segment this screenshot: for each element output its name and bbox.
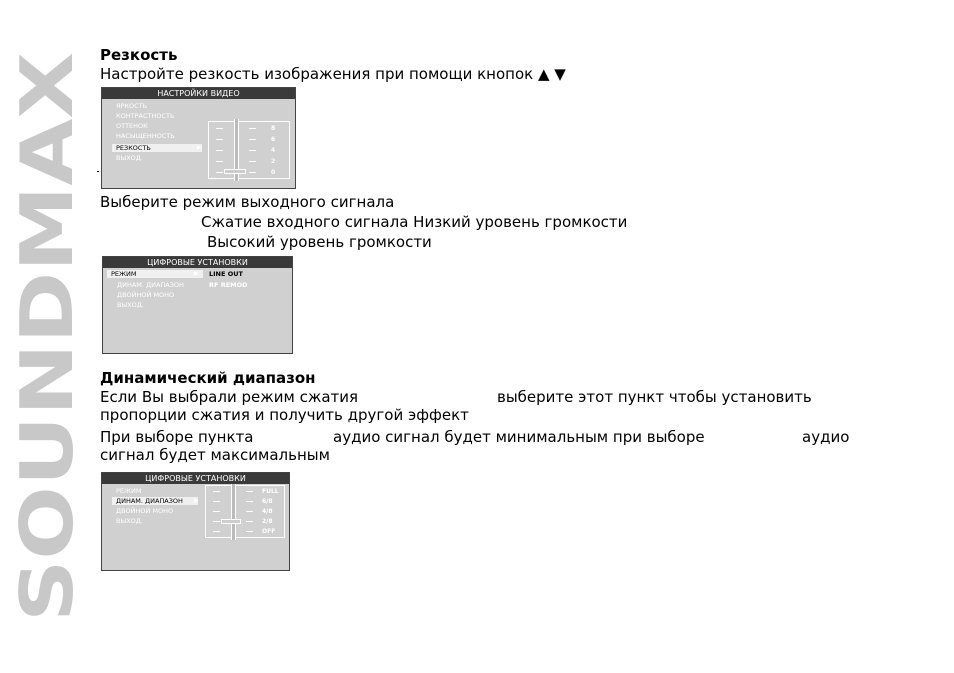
dynamic-range-slider[interactable]: [205, 485, 285, 538]
dynamic-line-2: пропорции сжатия и получить другой эффект: [100, 406, 469, 424]
dynamic-line-3b: аудио сигнал будет минимальным при выборе: [333, 428, 705, 446]
digital-settings-title: ЦИФРОВЫЕ УСТАНОВКИ: [103, 257, 292, 268]
dynamic-line-3a: При выборе пункта: [100, 428, 254, 446]
menu-item-hue[interactable]: ОТТЕНОК: [116, 122, 148, 130]
menu-item-dynamic-range[interactable]: ДИНАМ. ДИАПАЗОН: [117, 281, 184, 289]
output-line-1: Выберите режим выходного сигнала: [100, 193, 395, 211]
scale-label: 8: [271, 125, 276, 132]
brand-logo-text: SOUNDMAX: [5, 147, 89, 622]
option-line-out[interactable]: LINE OUT: [209, 270, 243, 278]
digital-settings-menu-dynamic: [101, 472, 290, 571]
menu-item-dynamic-range[interactable]: ДИНАМ. ДИАПАЗОН: [112, 497, 198, 505]
digital-settings-menu-mode: [102, 256, 293, 354]
menu-item-exit[interactable]: ВЫХОД.: [116, 154, 143, 162]
dynamic-line-1b: выберите этот пункт чтобы установить: [497, 388, 812, 406]
soundmax-logo: [5, 52, 89, 622]
video-settings-title: НАСТРОЙКИ ВИДЕО: [102, 88, 295, 99]
sharpness-text: Настройте резкость изображения при помощи кнопок ▲ ▼: [100, 65, 566, 83]
menu-item-brightness[interactable]: ЯРКОСТЬ: [116, 102, 148, 110]
stray-mark: [97, 171, 99, 172]
menu-item-exit[interactable]: ВЫХОД.: [116, 517, 143, 525]
selected-arrow-icon: ▶: [197, 144, 202, 151]
menu-item-saturation[interactable]: НАСЫЩЕННОСТЬ: [116, 132, 175, 140]
scale-label: 4/8: [262, 508, 273, 515]
sharpness-slider[interactable]: [208, 121, 290, 179]
scale-label: 2: [271, 158, 276, 165]
scale-label: 4: [271, 147, 276, 154]
menu-item-sharpness[interactable]: РЕЗКОСТЬ: [112, 144, 202, 152]
dynamic-line-4: сигнал будет максимальным: [100, 446, 330, 464]
selected-arrow-icon: ▶: [194, 270, 199, 277]
slider-knob[interactable]: [221, 519, 241, 524]
menu-item-mode[interactable]: РЕЖИМ: [107, 270, 203, 278]
sharpness-heading: Резкость: [100, 46, 178, 64]
video-settings-menu: [101, 87, 296, 189]
scale-label: FULL: [262, 488, 279, 495]
scale-label: 0: [271, 169, 276, 176]
scale-label: 6: [271, 136, 276, 143]
menu-item-exit[interactable]: ВЫХОД.: [117, 301, 144, 309]
digital-settings-title: ЦИФРОВЫЕ УСТАНОВКИ: [102, 473, 289, 484]
dynamic-line-1a: Если Вы выбрали режим сжатия: [100, 388, 359, 406]
dynamic-heading: Динамический диапазон: [100, 369, 316, 387]
menu-item-dual-mono[interactable]: ДВОЙНОЙ МОНО: [117, 291, 175, 299]
output-line-3: Высокий уровень громкости: [207, 233, 432, 251]
menu-item-mode[interactable]: РЕЖИМ: [116, 487, 142, 495]
scale-label: 2/8: [262, 518, 273, 525]
slider-knob[interactable]: [224, 169, 246, 174]
menu-item-dual-mono[interactable]: ДВОЙНОЙ МОНО: [116, 507, 174, 515]
scale-label: 6/8: [262, 498, 273, 505]
dynamic-line-3c: аудио: [802, 428, 850, 446]
option-rf-remod[interactable]: RF REMOD: [209, 281, 248, 289]
output-line-2: Сжатие входного сигнала Низкий уровень громкости: [201, 213, 628, 231]
scale-label: OFF: [262, 528, 276, 535]
menu-item-contrast[interactable]: КОНТРАСТНОСТЬ: [116, 112, 175, 120]
selected-arrow-icon: ▶: [194, 497, 199, 504]
